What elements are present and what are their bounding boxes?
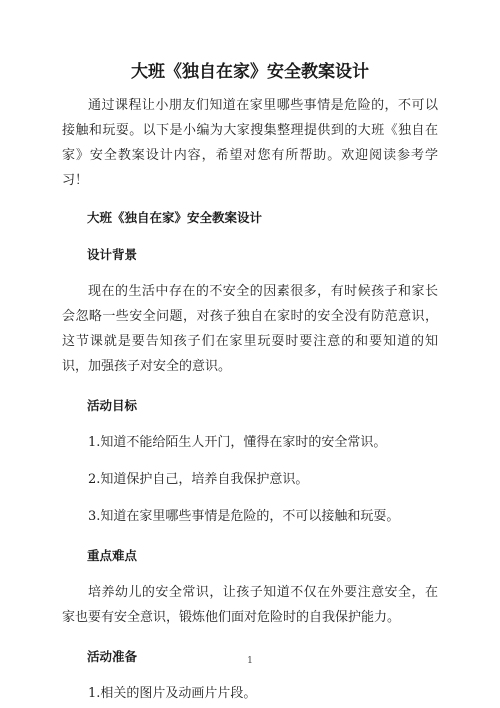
subtitle-heading: 大班《独自在家》安全教案设计 bbox=[87, 210, 263, 225]
preparation-item: 1.相关的图片及动画片片段。 bbox=[88, 686, 257, 701]
goal-item: 3.知道在家里哪些事情是危险的，不可以接触和玩耍。 bbox=[88, 509, 400, 524]
document-title: 大班《独自在家》安全教案设计 bbox=[131, 62, 369, 82]
goal-item: 2.知道保护自己，培养自我保护意识。 bbox=[88, 472, 309, 487]
section-heading-background: 设计背景 bbox=[87, 247, 138, 262]
section-heading-difficulty: 重点难点 bbox=[87, 548, 138, 563]
section-heading-goals: 活动目标 bbox=[87, 398, 138, 413]
intro-paragraph: 通过课程让小朋友们知道在家里哪些事情是危险的，不可以接触和玩耍。以下是小编为大家搜集整理提供到的大班《独自在家》安全教案设计内容，希望对您有所帮助。欢迎阅读参考学习！ bbox=[62, 98, 438, 188]
goal-item: 1.知道不能给陌生人开门，懂得在家时的安全常识。 bbox=[88, 435, 387, 450]
background-paragraph: 现在的生活中存在的不安全的因素很多，有时候孩子和家长会忽略一些安全问题，对孩子独自在家时的安全没有防范意识，这节课就是要告知孩子们在家里玩耍时要注意的和要知道的知识，加强孩子对安全的意识。 bbox=[62, 284, 438, 374]
difficulty-paragraph: 培养幼儿的安全常识，让孩子知道不仅在外要注意安全，在家也要有安全意识，锻炼他们面对危险时的自我保护能力。 bbox=[62, 585, 438, 625]
section-heading-preparation: 活动准备 bbox=[87, 649, 138, 664]
document-body bbox=[62, 93, 438, 706]
page-number: 1 bbox=[247, 656, 253, 666]
